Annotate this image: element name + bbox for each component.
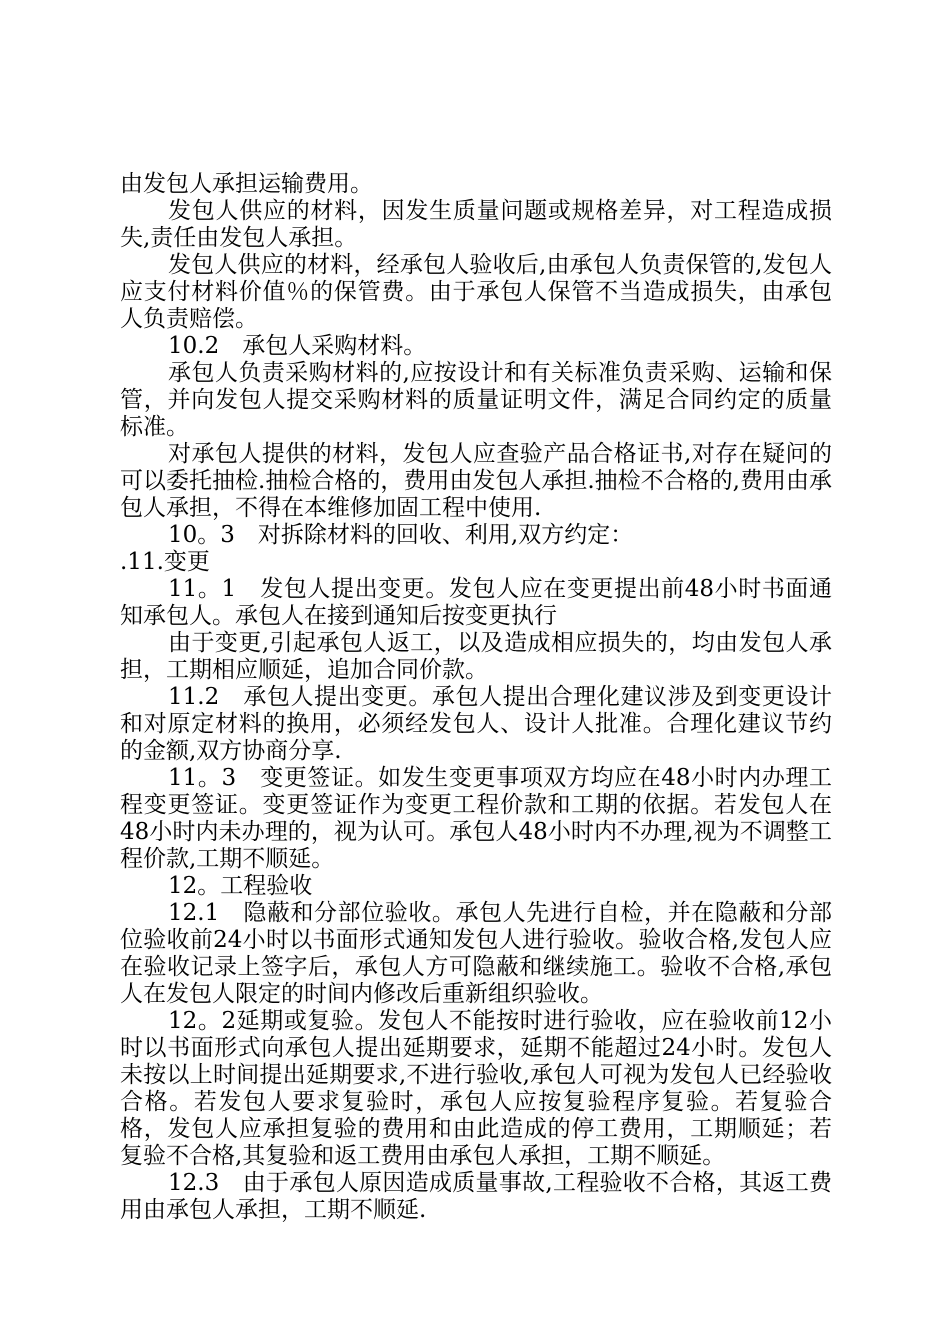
paragraph-supplied-material-custody: 发包人供应的材料，经承包人验收后,由承包人负责保管的,发包人应支付材料价值％的保管费。由于承包人保管不当造成损失，由承包人负责赔偿。 [120, 252, 832, 332]
section-heading-12-2: 12。2延期或复验。发包人不能按时进行验收，应在验收前12小时以书面形式向承包人提出延期要求，延期不能超过24小时。发包人未按以上时间提出延期要求,不进行验收,承包人可视为发包人已经验收合格。若发包人要求复验时，承包人应按复验程序复验。若复验合格，发包人应承担复验的费用和由此造成的停工费用，工期顺延；若复验不合格,其复验和返工费用由承包人承担，工期不顺延。 [120, 1008, 832, 1169]
paragraph-supplied-material-quality: 发包人供应的材料，因发生质量问题或规格差异，对工程造成损失,责任由发包人承担。 [120, 198, 832, 251]
document-page [120, 171, 832, 1224]
section-heading-12-1: 12.1 隐蔽和分部位验收。承包人先进行自检，并在隐蔽和分部位验收前24小时以书面形式通知发包人进行验收。验收合格,发包人应在验收记录上签字后，承包人方可隐蔽和继续施工。验收不合格,承包人在发包人限定的时间内修改后重新组织验收。 [120, 900, 832, 1007]
paragraph-material-inspection: 对承包人提供的材料，发包人应查验产品合格证书,对存在疑问的可以委托抽检.抽检合格的，费用由发包人承担.抽检不合格的,费用由承包人承担，不得在本维修加固工程中使用. [120, 441, 832, 521]
paragraph-transport-cost: 由发包人承担运输费用。 [120, 171, 373, 197]
paragraph-change-losses: 由于变更,引起承包人返工，以及造成相应损失的，均由发包人承担，工期相应顺延，追加合同价款。 [120, 630, 832, 683]
section-heading-11-3: 11。3 变更签证。如发生变更事项双方均应在48小时内办理工程变更签证。变更签证作为变更工程价款和工期的依据。若发包人在48小时内未办理的，视为认可。承包人48小时内不办理,视为不调整工程价款,工期不顺延。 [120, 765, 832, 872]
paragraph-contractor-purchase: 承包人负责采购材料的,应按设计和有关标准负责采购、运输和保管，并向发包人提交采购材料的质量证明文件，满足合同约定的质量标准。 [120, 360, 832, 440]
section-heading-12-3: 12.3 由于承包人原因造成质量事故,工程验收不合格，其返工费用由承包人承担，工期不顺延. [120, 1170, 832, 1223]
section-heading-10-2: 10.2 承包人采购材料。 [168, 333, 427, 359]
section-heading-11-2: 11.2 承包人提出变更。承包人提出合理化建议涉及到变更设计和对原定材料的换用，必须经发包人、设计人批准。合理化建议节约的金额,双方协商分享. [120, 684, 832, 764]
section-heading-10-3: 10。3 对拆除材料的回收、利用,双方约定： [168, 522, 634, 548]
section-heading-11: .11.变更 [120, 549, 210, 575]
section-heading-12: 12。工程验收 [168, 873, 313, 899]
section-heading-11-1: 11。1 发包人提出变更。发包人应在变更提出前48小时书面通知承包人。承包人在接到通知后按变更执行 [120, 576, 832, 629]
